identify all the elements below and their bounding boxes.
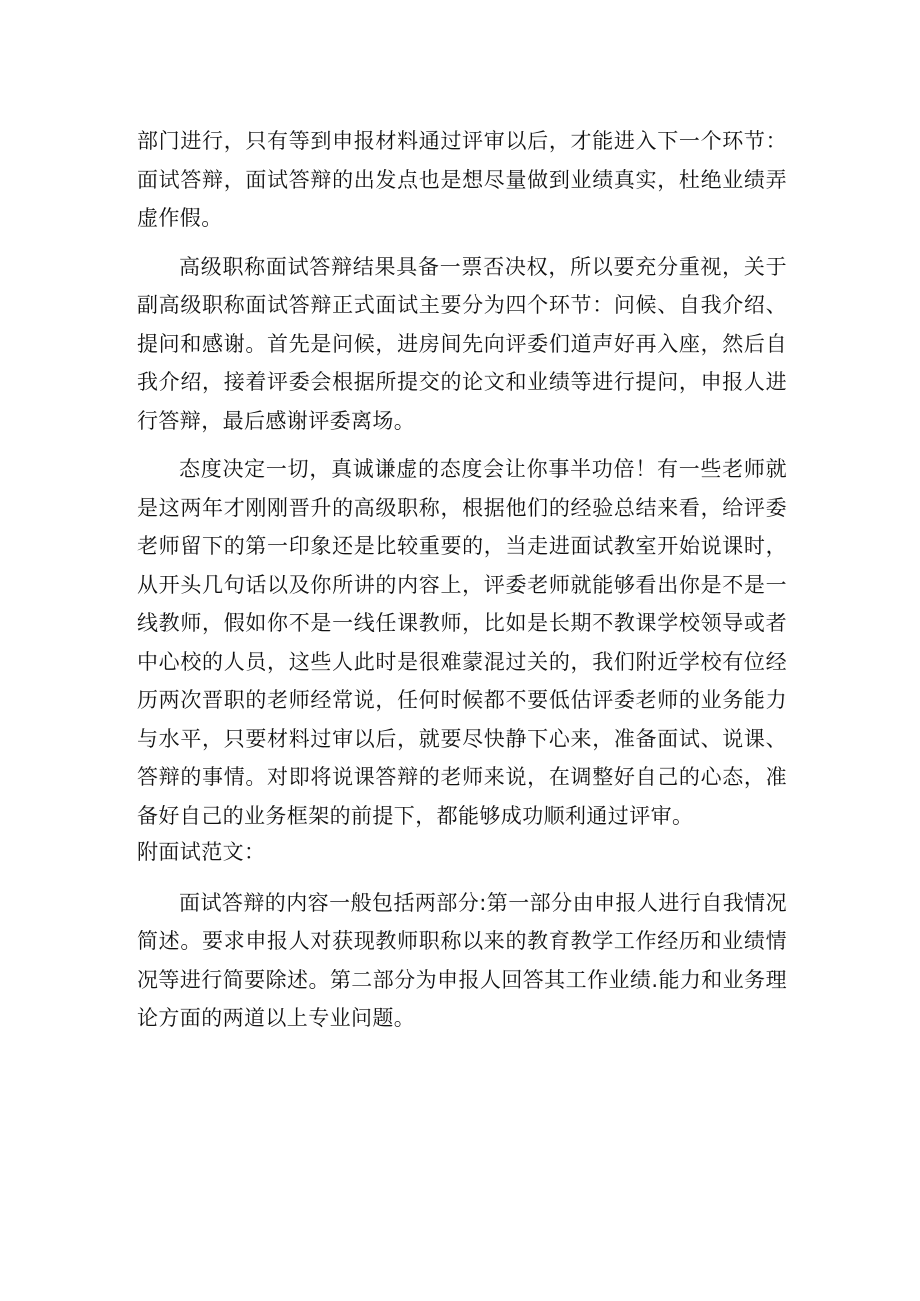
document-body: [137, 122, 787, 1038]
paragraph-interview-overview: 高级职称面试答辩结果具备一票否决权，所以要充分重视，关于副高级职称面试答辩正式面试主要分为四个环节：问候、自我介绍、提问和感谢。首先是问候，进房间先向评委们道声好再入座，然后自我介绍，接着评委会根据所提交的论文和业绩等进行提问，申报人进行答辩，最后感谢评委离场。: [137, 254, 787, 433]
paragraph-continuation: 部门进行，只有等到申报材料通过评审以后，才能进入下一个环节：面试答辩，面试答辩的出发点也是想尽量做到业绩真实，杜绝业绩弄虚作假。: [137, 129, 787, 230]
paragraph-attitude: 态度决定一切，真诚谦虚的态度会让你事半功倍！有一些老师就是这两年才刚刚晋升的高级职称，根据他们的经验总结来看，给评委老师留下的第一印象还是比较重要的，当走进面试教室开始说课时，从开头几句话以及你所讲的内容上，评委老师就能够看出你是不是一线教师，假如你不是一线任课教师，比如是长期不教课学校领导或者中心校的人员，这些人此时是很难蒙混过关的，我们附近学校有位经历两次晋职的老师经常说，任何时候都不要低估评委老师的业务能力与水平，只要材料过审以后，就要尽快静下心来，准备面试、说课、答辩的事情。对即将说课答辩的老师来说，在调整好自己的心态，准备好自己的业务框架的前提下，都能够成功顺利通过评审。: [137, 457, 787, 828]
paragraph-sample-answer: 面试答辩的内容一般包括两部分:第一部分由申报人进行自我情况简述。要求申报人对获现教师职称以来的教育教学工作经历和业绩情况等进行简要除述。第二部分为申报人回答其工作业绩.能力和业务理论方面的两道以上专业问题。: [137, 890, 787, 1030]
appendix-heading: 附面试范文：: [137, 840, 266, 864]
